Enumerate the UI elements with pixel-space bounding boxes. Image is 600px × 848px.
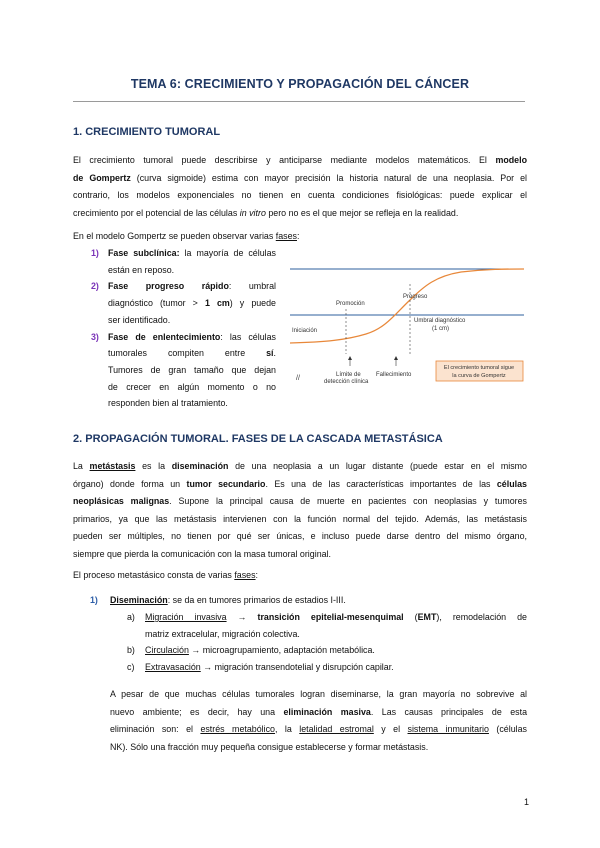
sub-item-a: a) Migración invasiva → transición epitelial-mesenquimal (EMT), remodelación de matriz extracelular, migración colectiva.: [127, 612, 527, 639]
label-promocion: Promoción: [336, 301, 365, 307]
label-umbral-size: (1 cm): [432, 326, 449, 332]
caption-line1: El crecimiento tumoral sigue: [443, 365, 515, 371]
gompertz-curve: [290, 269, 524, 343]
gompertz-figure: [286, 258, 528, 393]
page-number: 1: [523, 797, 529, 807]
label-limite: Límite de: [336, 372, 361, 378]
section2-paragraph: La metástasis es la diseminación de una neoplasia a un lugar distante (puede estar en el mismo órgano) donde forma un tumor secundario. Es una de las características importantes de las células neoplásicas malignas. Supone la principal causa de muerte en pacientes con neoplasias y tumores primarios, ya que las metástasis intervienen con la función normal del tejido. Además, las metástasis pueden ser múltiples, no tienen por qué ser únicas, e incluso puede darse dentro del mismo órgano, siempre que pierda la comunicación con la masa tumoral original.: [73, 461, 527, 559]
label-iniciacion: Iniciación: [292, 328, 318, 334]
label-umbral: Umbral diagnóstico: [414, 318, 466, 324]
label-fallecimiento: Fallecimiento: [376, 372, 412, 378]
caption-line2: la curva de Gompertz: [452, 373, 506, 379]
dissemination-item: 1) Diseminación: se da en tumores primarios de estadios I-III.: [90, 595, 346, 605]
label-deteccion: detección clínica: [324, 379, 369, 385]
metastasis-intro: El proceso metastásico consta de varias fases:: [73, 570, 258, 580]
title-divider: [73, 101, 525, 102]
phase-list: [91, 245, 276, 412]
section1-paragraph: El crecimiento tumoral puede describirse y anticiparse mediante modelos matemáticos. El modelo de Gompertz (curva sigmoide) estima con mayor precisión la historia natural de una neoplasia. Por el contrario, los modelos exponenciales no tienen en cuenta condiciones fisiológicas: puede explicar el crecimiento por el potencial de las células in vitro pero no es el que mejor se refleja en la realidad.: [73, 155, 527, 218]
list-item: 3) Fase de enlentecimiento: las células tumorales compiten entre sí. Tumores de gran tamaño que dejan de crecer en algún momento o no responden bien al tratamiento.: [91, 331, 276, 409]
sub-item-c: c) Extravasación → migración transendotelial y disrupción capilar.: [127, 662, 394, 672]
section1-heading: 1. CRECIMIENTO TUMORAL: [73, 126, 221, 138]
list-item: 1) Fase subclínica: la mayoría de células están en reposo.: [91, 248, 276, 275]
list-item: 2) Fase progreso rápido: umbral diagnóstico (tumor > 1 cm) y puede ser identificado.: [91, 281, 276, 325]
gompertz-intro: En el modelo Gompertz se pueden observar varias fases:: [73, 231, 300, 241]
sub-item-b: b) Circulación → microagrupamiento, adaptación metabólica.: [127, 645, 375, 655]
elimination-paragraph: A pesar de que muchas células tumorales logran diseminarse, la gran mayoría no sobrevive al nuevo ambiente; es decir, hay una eliminación masiva. Las causas principales de esta eliminación son: el estrés metabólico, la letalidad estromal y el sistema inmunitario (células NK). Sólo una fracción muy pequeña consigue establecerse y formar metástasis.: [110, 689, 528, 752]
label-progreso: Progreso: [403, 294, 428, 300]
axis-mark: //: [296, 375, 300, 382]
section2-heading: 2. PROPAGACIÓN TUMORAL. FASES DE LA CASCADA METASTÁSICA: [73, 433, 443, 445]
page-title: TEMA 6: CRECIMIENTO Y PROPAGACIÓN DEL CÁNCER: [130, 77, 470, 91]
